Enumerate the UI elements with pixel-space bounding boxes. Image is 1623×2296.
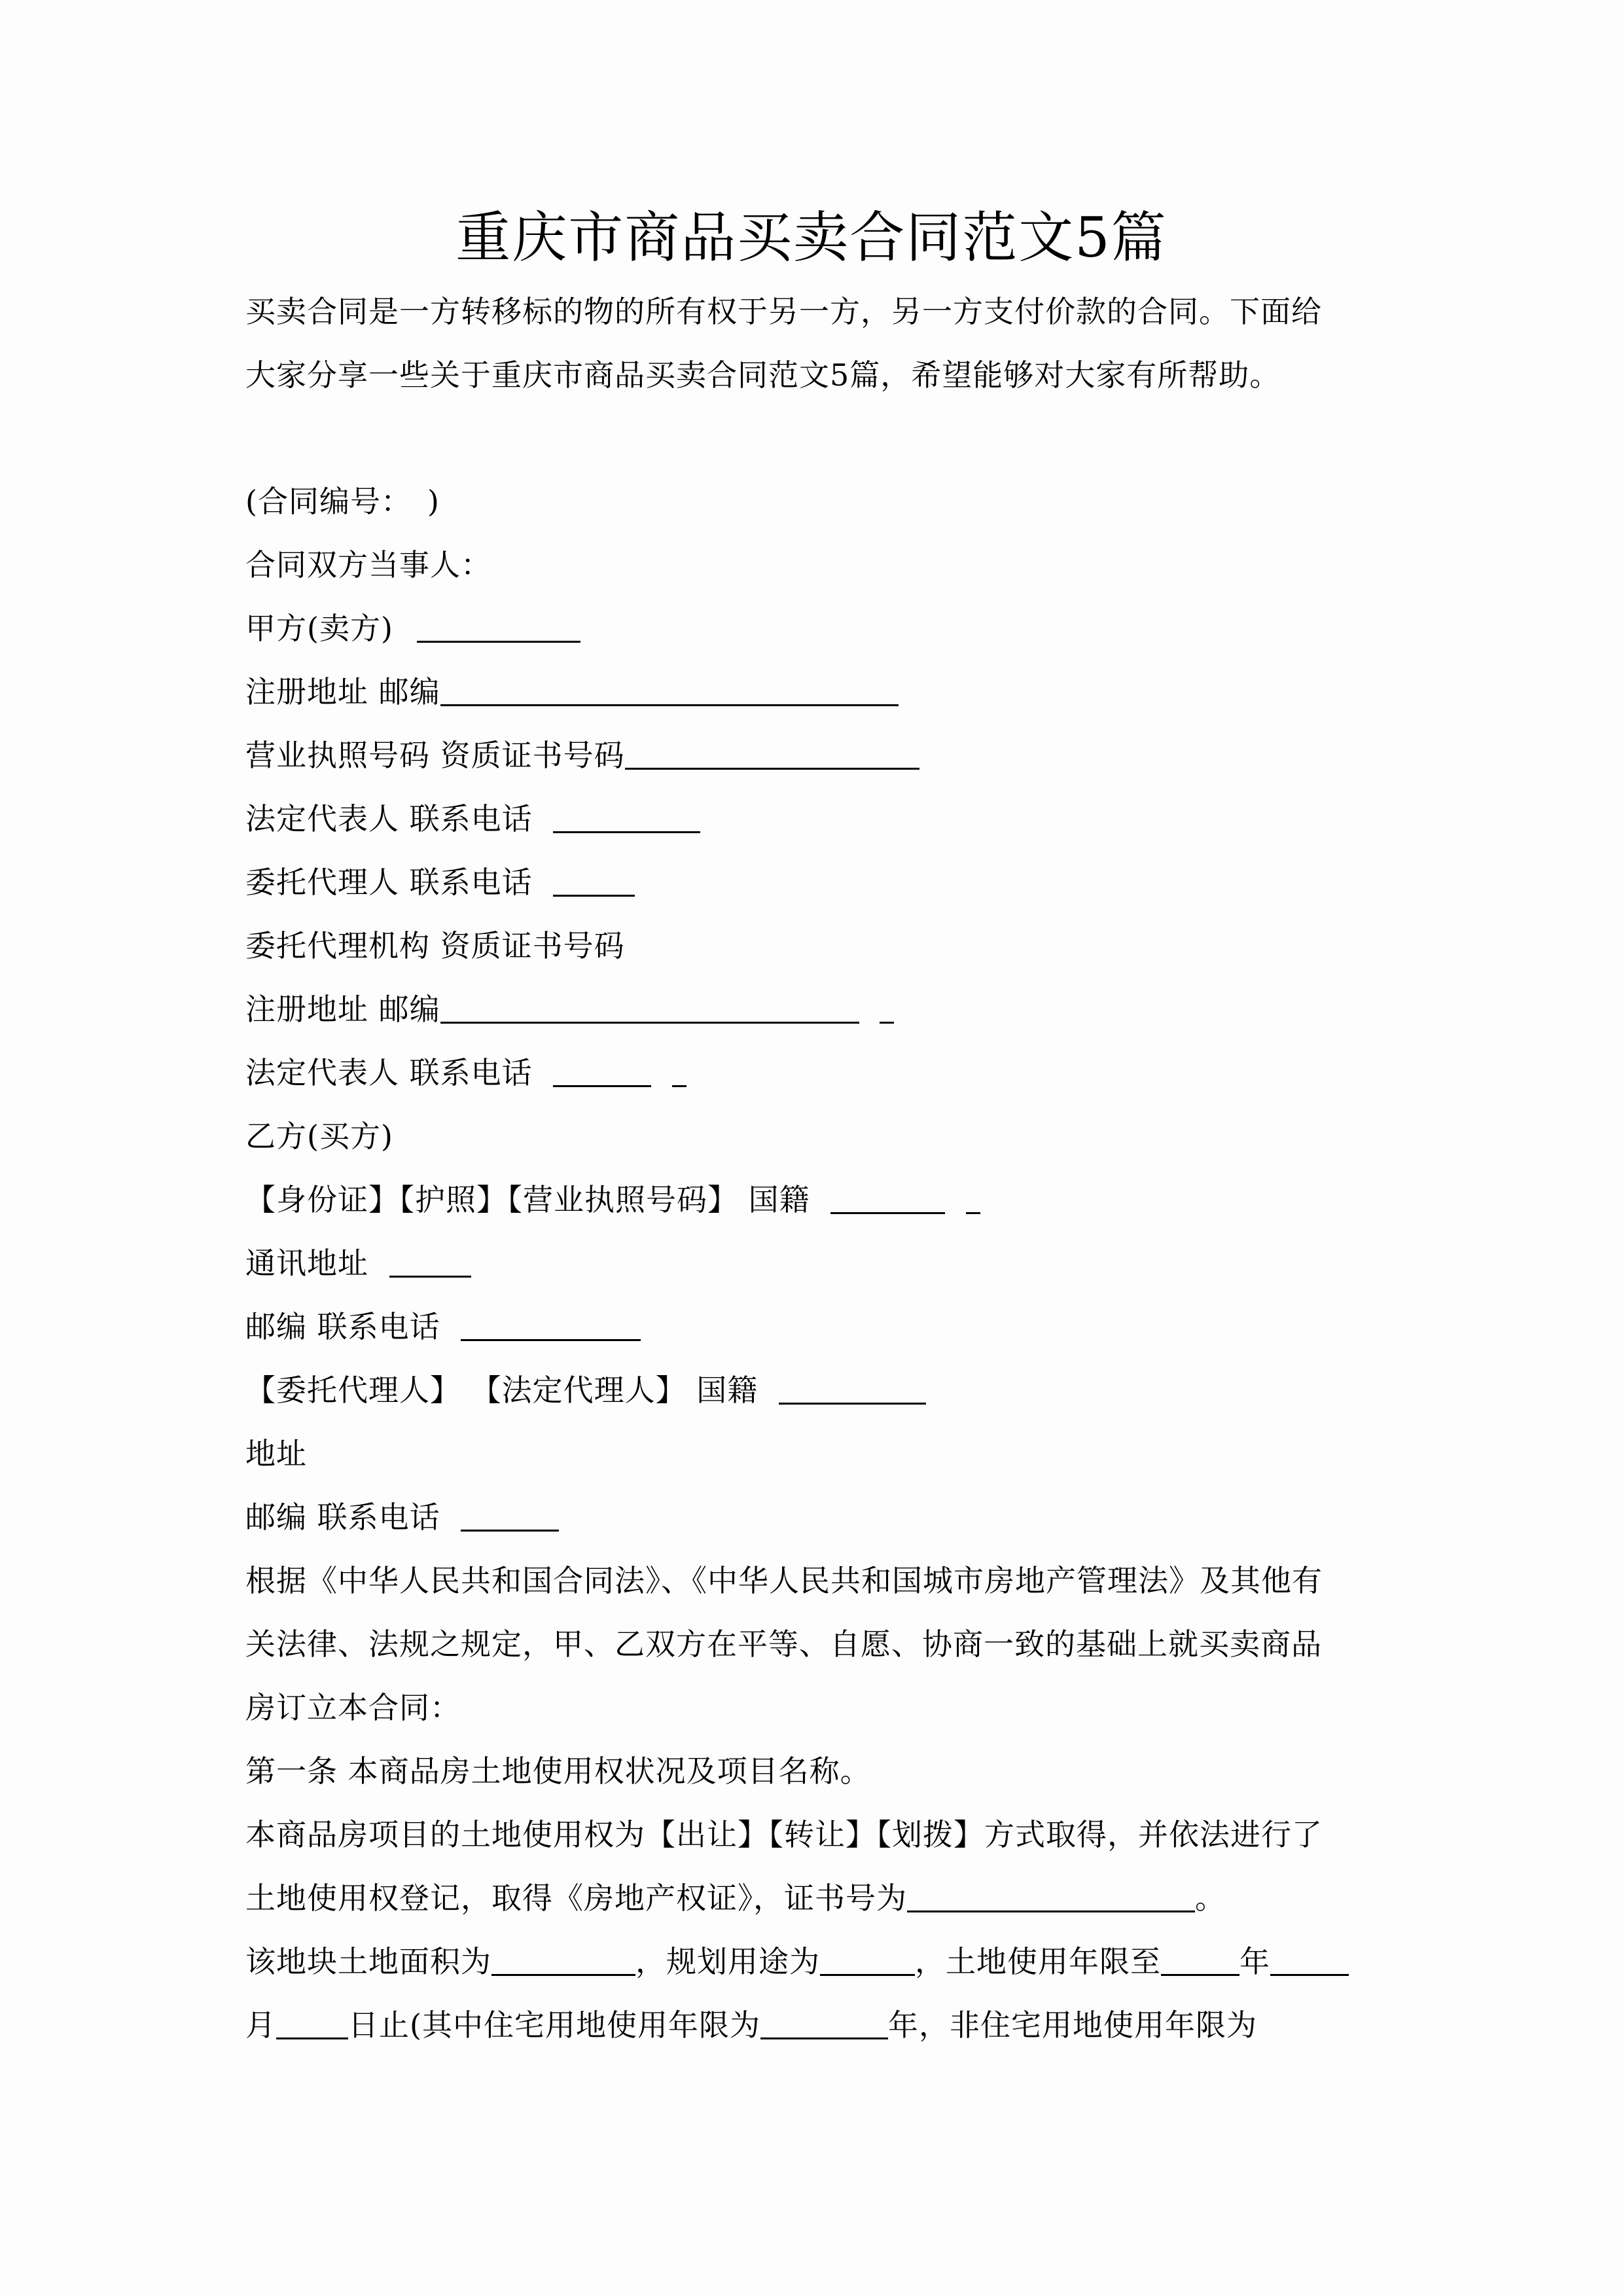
party-a-agency-line: 委托代理机构 资质证书号码 [245, 928, 625, 963]
party-a-blank[interactable] [417, 615, 580, 643]
basis-line-1: 根据《中华人民共和国合同法》、《中华人民共和国城市房地产管理法》及其他有 [245, 1563, 1323, 1598]
party-b-mail-address-blank[interactable] [389, 1249, 471, 1278]
party-a-license-label: 营业执照号码 资质证书号码 [245, 738, 625, 773]
year-label: 年 [1240, 1944, 1270, 1979]
party-b-mail-address-label: 通讯地址 [245, 1246, 368, 1281]
party-b-id-types-label: 【身份证】【护照】【营业执照号码】 国籍 [245, 1182, 810, 1217]
party-a-agency-legal-rep-blank[interactable] [553, 1059, 651, 1087]
contract-body [245, 470, 1384, 2057]
intro-line-1: 买卖合同是一方转移标的物的所有权于另一方，另一方支付价款的合同。下面给 [245, 294, 1322, 329]
party-b-mail-address-line [245, 1232, 1384, 1295]
party-a-reg-address-label: 注册地址 邮编 [245, 674, 440, 709]
party-b-nationality-blank[interactable] [830, 1186, 945, 1214]
article-1-line-3 [245, 1930, 1384, 1994]
party-a-legal-rep-blank[interactable] [553, 805, 700, 833]
party-a-label: 甲方(卖方) [245, 611, 393, 646]
residential-term-blank[interactable] [760, 2011, 888, 2039]
parties-header: 合同双方当事人： [245, 547, 491, 583]
party-b-label: 乙方(买方) [245, 1119, 393, 1154]
certificate-suffix: 。 [1195, 1880, 1226, 1916]
party-a-line [245, 597, 1384, 660]
land-area-blank[interactable] [491, 1948, 635, 1976]
land-area-label: 该地块土地面积为 [245, 1944, 491, 1979]
party-a-agency-legal-rep-blank-tail[interactable] [672, 1059, 687, 1087]
article-1-heading: 第一条 本商品房土地使用权状况及项目名称。 [245, 1753, 871, 1789]
party-a-agency-legal-rep-label: 法定代表人 联系电话 [245, 1055, 533, 1090]
term-day-blank[interactable] [276, 2011, 348, 2039]
basis-line-3: 房订立本合同： [245, 1690, 461, 1725]
article-1-line-1: 本商品房项目的土地使用权为【出让】【转让】【划拨】方式取得，并依法进行了 [245, 1817, 1323, 1852]
certificate-number-blank[interactable] [907, 1884, 1195, 1912]
certificate-label: 土地使用权登记，取得《房地产权证》，证书号为 [245, 1880, 907, 1916]
party-b-rep-types-label: 【委托代理人】 【法定代理人】 国籍 [245, 1372, 758, 1408]
month-label: 月 [245, 2007, 276, 2043]
party-b-phone-blank[interactable] [461, 1313, 641, 1341]
land-term-label: ，土地使用年限至 [915, 1944, 1161, 1979]
party-b-postcode-phone-label: 邮编 联系电话 [245, 1309, 440, 1344]
party-b-rep-line [245, 1359, 1384, 1422]
party-a-agent-blank[interactable] [553, 869, 635, 897]
intro-paragraph [245, 280, 1384, 407]
party-b-postcode-phone-2-label: 邮编 联系电话 [245, 1499, 440, 1535]
document-title: 重庆市商品买卖合同范文5篇 [455, 206, 1168, 270]
party-b-id-line [245, 1168, 1384, 1232]
intro-line-2: 大家分享一些关于重庆市商品买卖合同范文5篇，希望能够对大家有所帮助。 [245, 357, 1281, 393]
party-a-agency-reg-address-line [245, 978, 1384, 1041]
planned-use-label: ，规划用途为 [635, 1944, 820, 1979]
party-b-postcode-phone-line [245, 1295, 1384, 1359]
party-a-agent-line [245, 851, 1384, 914]
party-a-legal-rep-label: 法定代表人 联系电话 [245, 801, 533, 836]
non-residential-term-label: 年，非住宅用地使用年限为 [887, 2007, 1257, 2043]
party-b-postcode-phone-2-line [245, 1486, 1384, 1549]
party-a-agency-reg-address-label: 注册地址 邮编 [245, 992, 440, 1027]
party-a-agent-label: 委托代理人 联系电话 [245, 865, 533, 900]
party-a-license-blank[interactable] [625, 742, 919, 770]
party-b-address-line: 地址 [245, 1436, 307, 1471]
contract-number: (合同编号： ) [245, 484, 440, 519]
party-b-rep-nationality-blank[interactable] [779, 1376, 926, 1405]
residential-term-label: 日止(其中住宅用地使用年限为 [348, 2007, 760, 2043]
basis-line-2: 关法律、法规之规定，甲、乙双方在平等、自愿、协商一致的基础上就买卖商品 [245, 1626, 1322, 1662]
article-1-line-2 [245, 1867, 1384, 1930]
article-1-line-4 [245, 1994, 1384, 2057]
party-a-agency-legal-rep-line [245, 1041, 1384, 1105]
party-b-phone-2-blank[interactable] [461, 1503, 559, 1532]
term-month-blank[interactable] [1270, 1948, 1349, 1976]
party-a-reg-address-line [245, 660, 1384, 724]
party-a-agency-reg-address-blank[interactable] [440, 996, 859, 1024]
party-a-license-line [245, 724, 1384, 787]
term-year-blank[interactable] [1161, 1948, 1240, 1976]
party-a-reg-address-blank[interactable] [440, 678, 899, 706]
party-a-agency-reg-address-blank-tail[interactable] [880, 996, 894, 1024]
party-b-nationality-blank-tail[interactable] [966, 1186, 980, 1214]
party-a-legal-rep-line [245, 787, 1384, 851]
planned-use-blank[interactable] [820, 1948, 915, 1976]
